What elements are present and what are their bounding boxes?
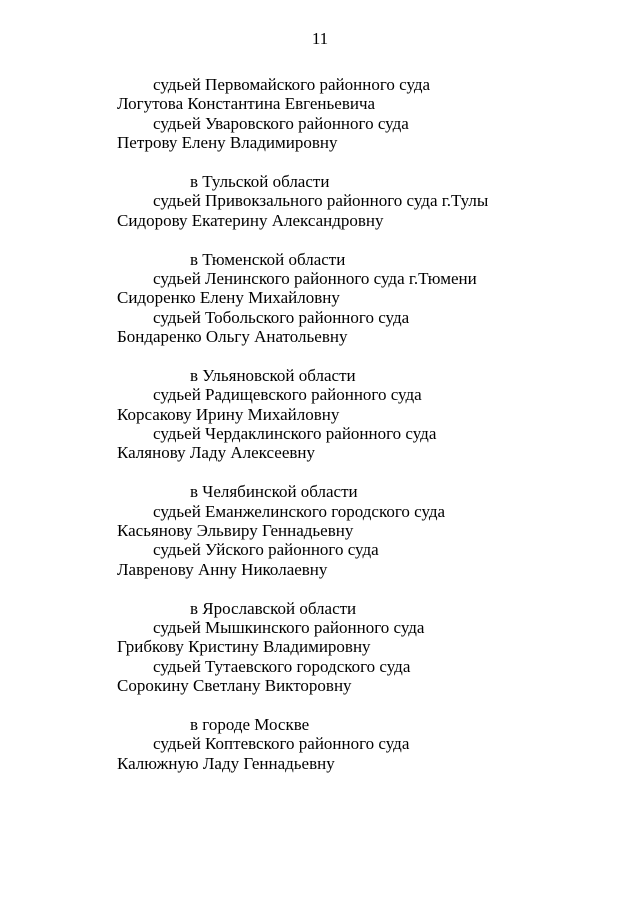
court-line: судьей Коптевского районного суда [153,734,410,754]
page-number: 11 [311,29,329,48]
region-heading: в Тюменской области [190,249,346,269]
court-line: судьей Ленинского районного суда г.Тюмени [153,268,477,288]
person-name: Калянову Ладу Алексеевну [117,443,315,463]
person-name: Сидоренко Елену Михайловну [117,288,340,308]
region-heading: в городе Москве [190,714,310,734]
person-name: Сидорову Екатерину Александровну [117,210,384,230]
person-name: Корсакову Ирину Михайловну [117,404,340,424]
section-gap [0,153,640,172]
court-line: судьей Радищевского районного суда [153,385,422,405]
person-name: Калюжную Ладу Геннадьевну [117,753,335,773]
court-line: судьей Еманжелинского городского суда [153,501,446,521]
person-name: Касьянову Эльвиру Геннадьевну [117,520,354,540]
person-name: Логутова Константина Евгеньевича [117,94,376,114]
section-gap [0,230,640,249]
court-line: судьей Уйского районного суда [153,540,379,560]
person-name: Лавренову Анну Николаевну [117,559,328,579]
court-line: судьей Чердаклинского районного суда [153,424,437,444]
person-name: Петрову Елену Владимировну [117,133,338,153]
court-line: судьей Тобольского районного суда [153,307,410,327]
court-line: судьей Привокзального районного суда г.Тулы [153,191,489,211]
region-heading: в Ярославской области [190,598,357,618]
region-heading: в Челябинской области [190,482,358,502]
person-name: Бондаренко Ольгу Анатольевну [117,327,348,347]
region-heading: в Тульской области [190,171,330,191]
document-body [0,75,640,773]
court-line: судьей Тутаевского городского суда [153,656,411,676]
section-gap [0,346,640,365]
section-gap [0,463,640,482]
court-line: судьей Уваровского районного суда [153,113,409,133]
section-gap [0,579,640,598]
person-name: Грибкову Кристину Владимировну [117,637,371,657]
region-heading: в Ульяновской области [190,365,356,385]
person-name: Сорокину Светлану Викторовну [117,676,352,696]
section-gap [0,696,640,715]
court-line: судьей Первомайского районного суда [153,75,431,94]
court-line: судьей Мышкинского районного суда [153,617,425,637]
